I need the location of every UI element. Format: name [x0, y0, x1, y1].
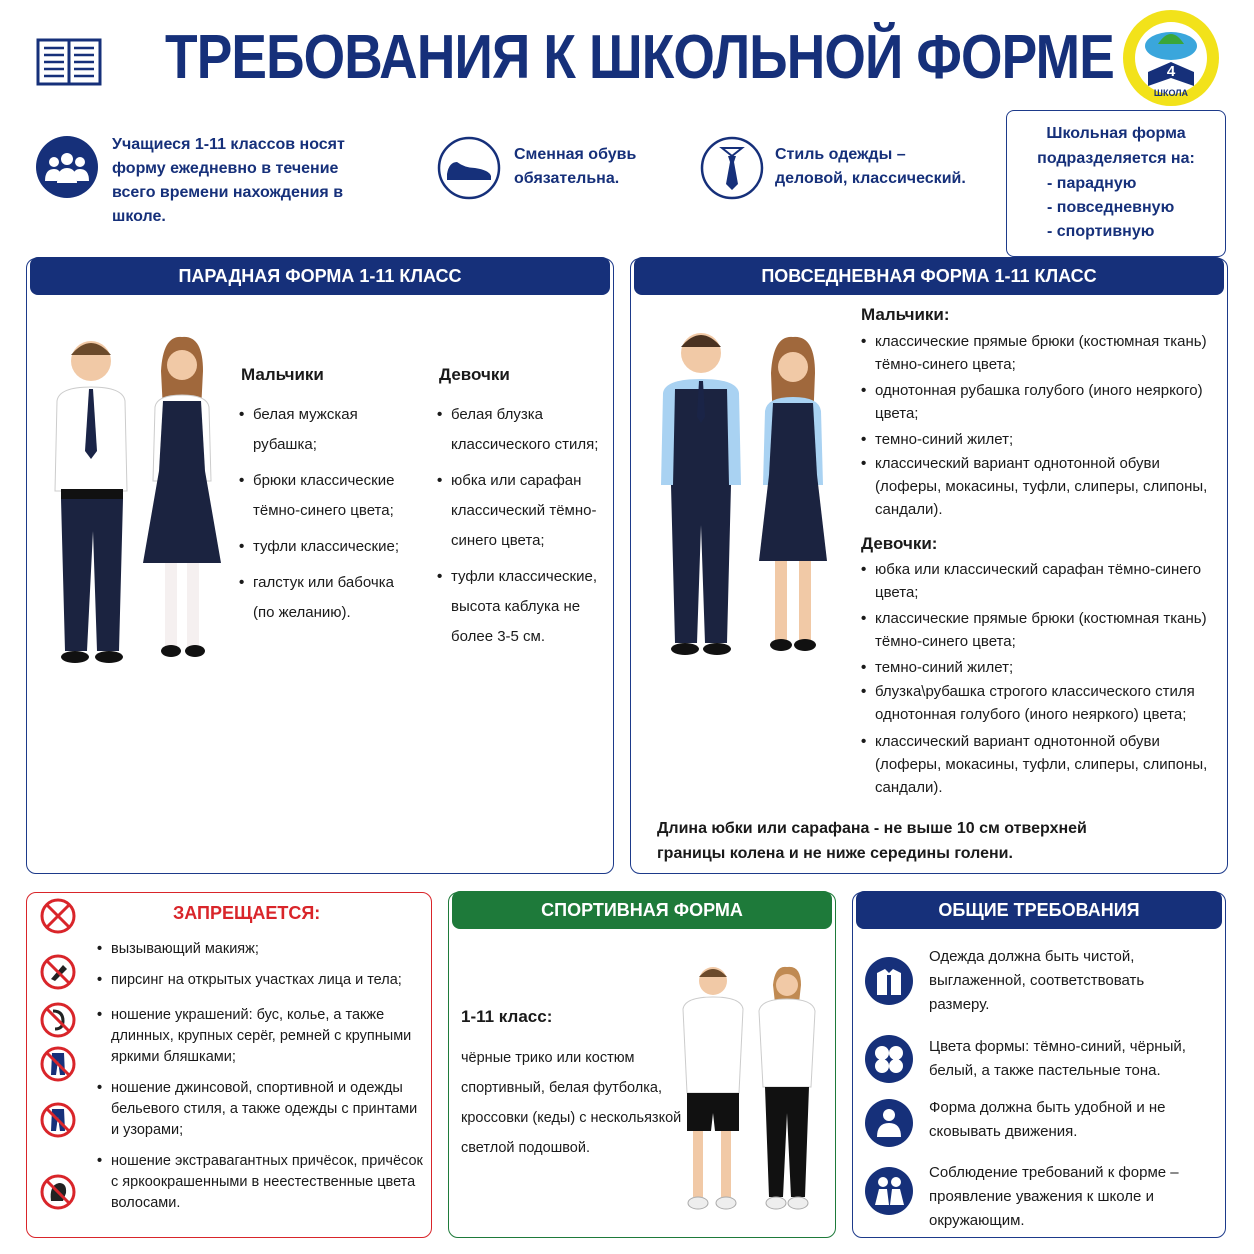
casual-boys-title: Мальчики: — [861, 305, 950, 324]
no-hairstyle-icon — [39, 1173, 77, 1211]
page-title: ТРЕБОВАНИЯ К ШКОЛЬНОЙ ФОРМЕ — [165, 23, 1114, 92]
comfort-icon — [863, 1097, 915, 1149]
form-types-box — [1006, 110, 1226, 257]
list-item: • юбка или сарафан классический тёмно-синего цвета; — [437, 466, 607, 556]
general-panel — [852, 892, 1226, 1238]
list-item: • темно-синий жилет; — [861, 428, 1213, 451]
list-item: • туфли классические, высота каблука не более 3-5 см. — [437, 562, 607, 652]
info-daily: Учащиеся 1-11 классов носят форму ежедневно в течение всего времени нахождения в школе. — [112, 136, 345, 225]
list-item: • ношение украшений: бус, колье, а также длинных, крупных серёг, ремней с крупными яркими бляшками; — [97, 1005, 423, 1068]
parade-kids-illustration — [39, 331, 229, 691]
casual-kids-illustration — [641, 325, 841, 685]
skirt-length-note: Длина юбки или сарафана - не выше 10 см отверхней границы колена и не ниже середины голени. — [657, 820, 1087, 862]
list-item: • классические прямые брюки (костюмная ткань) тёмно-синего цвета; — [861, 607, 1213, 653]
casual-girls-list — [861, 558, 1213, 799]
list-item: • однотонная рубашка голубого (иного неяркого) цвета; — [861, 379, 1213, 425]
general-rule: Одежда должна быть чистой, выглаженной, соответствовать размеру. — [929, 948, 1145, 1013]
casual-girls-title: Девочки: — [861, 534, 938, 553]
respect-icon — [863, 1165, 915, 1217]
general-heading: ОБЩИЕ ТРЕБОВАНИЯ — [856, 891, 1222, 929]
form-types-title: Школьная форма подразделяется на: — [1037, 125, 1195, 167]
general-rule: Форма должна быть удобной и не сковывать движения. — [929, 1099, 1166, 1140]
list-item: • ношение джинсовой, спортивной и одежды бельевого стиля, а также одежды с принтами и узорами; — [97, 1078, 423, 1141]
list-item: • юбка или классический сарафан тёмно-синего цвета; — [861, 558, 1213, 604]
sport-heading: СПОРТИВНАЯ ФОРМА — [452, 891, 832, 929]
form-type-item: - спортивную — [1047, 223, 1155, 240]
sport-kids-illustration — [675, 963, 825, 1225]
list-item: • белая блузка классического стиля; — [437, 400, 607, 460]
forbidden-panel — [26, 892, 432, 1238]
general-rule: Соблюдение требований к форме – проявление уважения к школе и окружающим. — [929, 1164, 1179, 1229]
parade-girls-list — [437, 400, 607, 652]
list-item: • белая мужская рубашка; — [239, 400, 414, 460]
no-piercing-icon — [39, 1001, 77, 1039]
list-item: • классические прямые брюки (костюмная ткань) тёмно-синего цвета; — [861, 330, 1213, 376]
list-item: • ношение экстравагантных причёсок, причёсок с яркоокрашенными в неестественные цвета волосами. — [97, 1151, 423, 1214]
no-jewelry-icon — [39, 1045, 77, 1083]
parade-boys-list — [239, 400, 414, 628]
shirt-icon — [863, 955, 915, 1007]
prohibited-icon — [39, 897, 77, 935]
parade-girls-title: Девочки — [439, 365, 510, 384]
parade-boys-title: Мальчики — [241, 365, 324, 384]
general-rule: Цвета формы: тёмно-синий, чёрный, белый, а также пастельные тона. — [929, 1038, 1186, 1079]
info-shoes: Сменная обувь обязательна. — [514, 146, 637, 187]
sport-text: чёрные трико или костюм спортивный, белая футболка, кроссовки (кеды) с нескольязкой светлой подошвой. — [461, 1050, 682, 1156]
logo-bottom-text: ШКОЛА — [1153, 88, 1189, 98]
school-logo-icon — [1118, 8, 1224, 108]
list-item: • брюки классические тёмно-синего цвета; — [239, 466, 414, 526]
sport-panel — [448, 892, 836, 1238]
students-icon — [35, 135, 99, 199]
parade-panel — [26, 258, 614, 874]
list-item: • вызывающий макияж; — [97, 939, 423, 960]
forbidden-heading: ЗАПРЕЩАЕТСЯ: — [173, 903, 321, 923]
forbidden-list — [97, 939, 423, 1214]
list-item: • блузка\рубашка строгого классического стиля однотонная голубого (иного неяркого) цвета; — [861, 680, 1213, 726]
list-item: • пирсинг на открытых участках лица и тела; — [97, 970, 423, 991]
list-item: • классический вариант однотонной обуви (лоферы, мокасины, туфли, слиперы, слипоны, сандали). — [861, 452, 1213, 521]
book-icon — [36, 36, 102, 88]
casual-boys-list — [861, 330, 1213, 521]
info-style: Стиль одежды – деловой, классический. — [775, 146, 966, 187]
form-type-item: - парадную — [1047, 175, 1137, 192]
form-type-item: - повседневную — [1047, 199, 1175, 216]
shoe-icon — [437, 136, 501, 200]
sport-grade: 1-11 класс: — [461, 1007, 553, 1026]
parade-heading: ПАРАДНАЯ ФОРМА 1-11 КЛАСС — [30, 257, 610, 295]
no-makeup-icon — [39, 953, 77, 991]
casual-panel — [630, 258, 1228, 874]
list-item: • темно-синий жилет; — [861, 656, 1213, 679]
tie-icon — [700, 136, 764, 200]
list-item: • классический вариант однотонной обуви (лоферы, мокасины, туфли, слиперы, слипоны, сандали). — [861, 730, 1213, 799]
list-item: • галстук или бабочка (по желанию). — [239, 568, 414, 628]
logo-number: 4 — [1166, 63, 1176, 80]
list-item: • туфли классические; — [239, 532, 414, 562]
colors-icon — [863, 1033, 915, 1085]
no-jeans-icon — [39, 1101, 77, 1139]
casual-heading: ПОВСЕДНЕВНАЯ ФОРМА 1-11 КЛАСС — [634, 257, 1224, 295]
